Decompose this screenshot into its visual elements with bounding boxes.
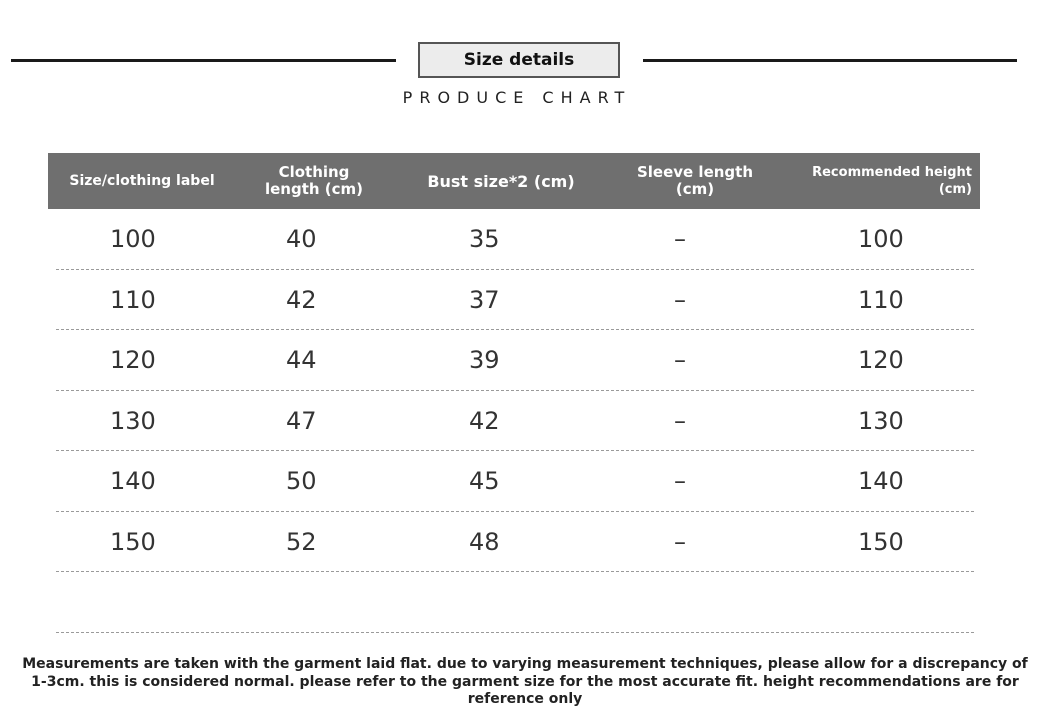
header-bust-size: Bust size*2 (cm) [427,171,575,191]
table-cell: 37 [469,285,500,314]
table-cell: – [674,527,686,556]
table-cell: 150 [858,527,904,556]
table-cell: 48 [469,527,500,556]
table-cell: 35 [469,225,500,254]
table-row [48,270,980,331]
table-cell: 120 [858,346,904,375]
table-cell: 110 [858,285,904,314]
table-cell: 42 [286,285,317,314]
table-cell: 52 [286,527,317,556]
table-cell: 44 [286,346,317,375]
table-row [48,209,980,270]
table-cell: 130 [858,406,904,435]
table-cell: – [674,225,686,254]
table-cell: – [674,467,686,496]
table-cell: 140 [858,467,904,496]
table-cell: 100 [110,225,156,254]
table-header [48,153,980,209]
table-cell: 110 [110,285,156,314]
header-clothing-length: Clothing length (cm) [264,163,364,198]
table-row [48,512,980,573]
table-cell: 100 [858,225,904,254]
table-row [48,391,980,452]
table-row [48,451,980,512]
page-subtitle: PRODUCE CHART [402,88,632,107]
header-sleeve-length: Sleeve length (cm) [636,163,754,198]
table-cell: 120 [110,346,156,375]
table-cell: 45 [469,467,500,496]
divider-left [11,59,396,62]
page-title: Size details [418,42,620,78]
header-recommended-height: Recommended height (cm) [812,165,972,197]
divider-right [643,59,1017,62]
table-cell: – [674,406,686,435]
table-cell: – [674,346,686,375]
table-cell: 39 [469,346,500,375]
measurement-note: Measurements are taken with the garment laid flat. due to varying measurement techniques, please allow for a discrepancy of 1-3cm. this is considered normal. please refer to the garment size for the most accurate fit. height recommendations are for reference only [22,656,1028,707]
header-size-label: Size/clothing label [69,172,215,189]
table-cell: 47 [286,406,317,435]
table-cell: 40 [286,225,317,254]
size-table [48,153,980,633]
table-row [48,330,980,391]
table-cell: 50 [286,467,317,496]
table-cell: – [674,285,686,314]
table-cell: 150 [110,527,156,556]
table-cell: 140 [110,467,156,496]
table-cell: 42 [469,406,500,435]
table-body [48,209,980,633]
table-cell: 130 [110,406,156,435]
table-row [48,572,980,633]
